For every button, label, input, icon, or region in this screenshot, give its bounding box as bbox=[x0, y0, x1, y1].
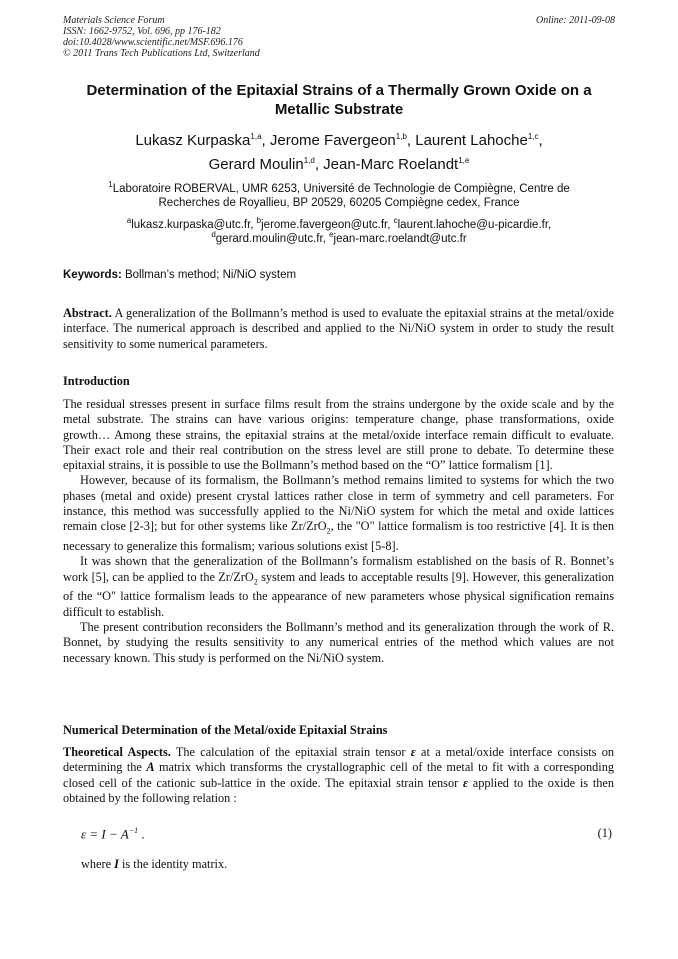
keywords-label: Keywords: bbox=[63, 269, 122, 281]
paper-title bbox=[60, 81, 618, 119]
author-separator: , bbox=[538, 132, 543, 149]
keywords bbox=[63, 268, 296, 282]
section-heading-introduction: Introduction bbox=[63, 374, 130, 388]
abstract bbox=[63, 306, 614, 352]
keywords-text: Bollman’s method; Ni/NiO system bbox=[121, 269, 297, 281]
author-line-2 bbox=[60, 153, 618, 177]
intro-paragraph-1: The residual stresses present in surface films result from the strains undergone by the oxide scale and by the metal substrate. The strains can have various origins: temperature change, phase transformations, oxide growth… Among these strains, the epitaxial strains at the metal/oxide interface remain difficult to evaluate. Their exact role and their real contribution on the stress level are still prone to debate. To determine these epitaxial strains, it is possible to use the Bollmann’s method based on the “O” lattice formalism [1]. bbox=[63, 397, 614, 473]
author-affiliation-mark: 1,e bbox=[458, 156, 470, 165]
author-name: , Jean-Marc Roelandt bbox=[314, 156, 459, 173]
email-link[interactable]: laurent.lahoche@u-picardie.fr, bbox=[397, 219, 552, 231]
email-link[interactable]: jean-marc.roelandt@utc.fr bbox=[333, 233, 467, 245]
author-affiliation-mark: 1,a bbox=[250, 132, 262, 141]
author-list bbox=[60, 129, 618, 177]
intro-paragraph-4: The present contribution reconsiders the Bollmann’s method and its generalization through the work of R. Bonnet, by studying the results sensitivity to any numerical entries of the method which values are not necessary known. This study is performed on the Ni/NiO system. bbox=[63, 620, 614, 665]
email-link[interactable]: gerard.moulin@utc.fr, bbox=[215, 233, 330, 245]
journal-issn: ISSN: 1662-9752, Vol. 696, pp 176-182 bbox=[63, 26, 221, 37]
title-line-2: Metallic Substrate bbox=[274, 101, 404, 118]
title-line-1: Determination of the Epitaxial Strains of a Thermally Grown Oxide on a bbox=[86, 82, 592, 99]
author-affiliation-mark: 1,d bbox=[303, 156, 315, 165]
journal-header bbox=[63, 15, 260, 59]
introduction-body bbox=[63, 397, 614, 666]
epsilon-symbol: ε bbox=[410, 745, 416, 759]
affiliation bbox=[60, 182, 618, 210]
journal-name: Materials Science Forum bbox=[63, 15, 165, 26]
author-name: , Laurent Lahoche bbox=[406, 132, 528, 149]
email-link[interactable]: lukasz.kurpaska@utc.fr, bbox=[131, 219, 257, 231]
subsection-label: Theoretical Aspects. bbox=[63, 745, 171, 759]
where-clause: where I is the identity matrix. bbox=[81, 857, 228, 871]
matrix-a-symbol: A bbox=[146, 760, 155, 775]
journal-copyright: © 2011 Trans Tech Publications Ltd, Switzerland bbox=[63, 48, 260, 59]
author-name: , Jerome Favergeon bbox=[261, 132, 396, 149]
email-link[interactable]: jerome.favergeon@utc.fr, bbox=[261, 219, 394, 231]
journal-doi[interactable]: doi:10.4028/www.scientific.net/MSF.696.176 bbox=[63, 37, 243, 48]
section-heading-numerical: Numerical Determination of the Metal/oxide Epitaxial Strains bbox=[63, 723, 388, 737]
equation-1: $\varepsilon = I - A^{-1}$ . bbox=[81, 826, 145, 842]
abstract-text: A generalization of the Bollmann’s method is used to evaluate the epitaxial strains at the metal/oxide interface. The numerical approach is described and applied to the Ni/NiO system in order to study the result sensitivity to some numerical parameters. bbox=[63, 306, 614, 351]
intro-paragraph-2: However, because of its formalism, the Bollmann’s method remains limited to systems for which the two phases (metal and oxide) present crystal lattices rather close in term of symmetry and cell parameters. For instance, this method was successfully applied to the Ni/NiO system for which the metal and oxide lattices remain close [2-3]; but for other systems like Zr/ZrO$_2$, the "O" lattice formalism is too restrictive [4]. It is then necessary to generalize this formalism; various solutions exist [5-8]. bbox=[63, 473, 614, 554]
intro-paragraph-3: It was shown that the generalization of the Bollmann’s formalism established on the basis of R. Bonnet’s work [5], can be applied to the Zr/ZrO$_2$ system and leads to acceptable results [9]. However, this generalization of the “O" lattice formalism leads to the appearance of new parameters whose physical signification remains difficult to establish. bbox=[63, 554, 614, 619]
affiliation-line-2: Recherches de Royallieu, BP 20529, 60205 Compiègne cedex, France bbox=[158, 197, 520, 209]
equation-number: (1) bbox=[597, 826, 612, 840]
affiliation-mark: 1 bbox=[108, 180, 113, 190]
identity-symbol: I bbox=[114, 857, 119, 871]
online-date: Online: 2011-09-08 bbox=[536, 15, 615, 26]
epsilon-symbol: ε bbox=[462, 775, 468, 790]
author-name: Lukasz Kurpaska bbox=[135, 132, 251, 149]
abstract-label: Abstract. bbox=[63, 306, 112, 320]
author-affiliation-mark: 1,c bbox=[527, 132, 539, 141]
theoretical-aspects: Theoretical Aspects. The calculation of the epitaxial strain tensor ε at a metal/oxide interface consists on determining the A matrix which transforms the crystallographic cell of the metal to fit with a corresponding closed cell of the cationic sub-lattice in the oxide. The epitaxial strain tensor ε applied to the oxide is then obtained by the following relation : bbox=[63, 745, 615, 805]
author-affiliation-mark: 1,b bbox=[395, 132, 407, 141]
author-name: Gerard Moulin bbox=[208, 156, 304, 173]
email-list: $^a$lukasz.kurpaska@utc.fr, $^b$jerome.favergeon@utc.fr, $^c$laurent.lahoche@u-picardie.fr, $^d$gerard.moulin@utc.fr, $^e$jean-marc.roelandt@utc.fr bbox=[126, 216, 552, 245]
author-line-1 bbox=[60, 129, 618, 153]
affiliation-line-1: Laboratoire ROBERVAL, UMR 6253, Université de Technologie de Compiègne, Centre de bbox=[112, 183, 570, 195]
